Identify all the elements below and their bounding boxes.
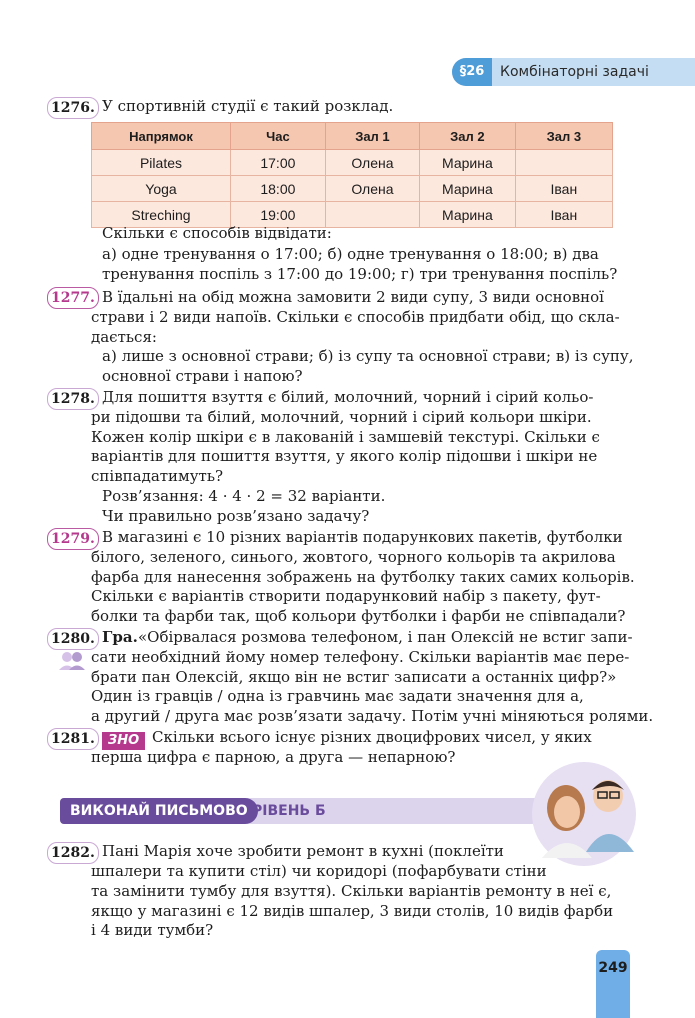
text-line: варіантів для пошиття взуття, у якого колір підошви і шкіри не	[91, 447, 598, 465]
table-row	[92, 176, 613, 202]
column-header: Зал 2	[420, 123, 516, 150]
exercise-number-1281: 1281.	[47, 728, 99, 750]
text-line: шпалери та купити стіл) чи коридорі (пофарбувати стіни	[91, 862, 547, 880]
text-line: фарба для нанесення зображень на футболку таких самих кольорів.	[91, 568, 635, 586]
students-illustration	[522, 760, 647, 868]
text-line: брати пан Олексій, якщо він не встиг записати a останніх цифр?»	[91, 668, 617, 686]
table-row	[92, 150, 613, 176]
text-line: перша цифра є парною, а друга — непарною?	[91, 748, 456, 766]
text-line: та замінити тумбу для взуття). Скільки варіантів ремонту в неї є,	[91, 882, 612, 900]
column-header: Напрямок	[92, 123, 231, 150]
table-cell: Streching	[92, 202, 231, 228]
text-line: В магазині є 10 різних варіантів подарункових пакетів, футболки	[102, 528, 623, 546]
table-cell: 17:00	[230, 150, 325, 176]
text-line: страви і 2 види напоїв. Скільки є способів придбати обід, що скла-	[91, 308, 620, 326]
zno-badge: ЗНО	[102, 732, 145, 750]
exercise-number-1278: 1278.	[47, 388, 99, 410]
text-line: Для пошиття взуття є білий, молочний, чорний і сірий кольо-	[102, 388, 594, 406]
table-cell: Олена	[325, 150, 419, 176]
exercise-number-1277: 1277.	[47, 287, 99, 309]
column-header: Час	[230, 123, 325, 150]
table-cell: Марина	[420, 150, 516, 176]
exercise-number-1280: 1280.	[47, 628, 99, 650]
section-title: Комбінаторні задачі	[500, 64, 649, 80]
table-cell: 18:00	[230, 176, 325, 202]
text-line: Пані Марія хоче зробити ремонт в кухні (поклеїти	[102, 842, 504, 860]
game-label: Гра.	[102, 628, 138, 646]
text-line: ри підошви та білий, молочний, чорний і сірий кольори шкіри.	[91, 408, 592, 426]
solution-line: Розв’язання: 4 · 4 · 2 = 32 варіанти.	[102, 487, 386, 505]
text-line: «Обірвалася розмова телефоном, і пан Олексій не встиг запи-	[138, 628, 633, 646]
page-number: 249	[596, 950, 630, 1018]
text-line: білого, зеленого, синього, жовтого, чорного кольорів та акрилова	[91, 548, 616, 566]
exercise-number-1279: 1279.	[47, 528, 99, 550]
text-line: і 4 види тумби?	[91, 921, 214, 939]
text-line: Скільки всього існує різних двоцифрових чисел, у яких	[152, 728, 592, 746]
exercise-number-1276: 1276.	[47, 97, 99, 119]
text-line: болки та фарби так, щоб кольори футболки і фарби не співпадали?	[91, 607, 626, 625]
table-cell: Олена	[325, 176, 419, 202]
level-label: РІВЕНЬ Б	[252, 803, 326, 819]
text-line: а) лише з основної страви; б) із супу та основної страви; в) із супу,	[102, 347, 634, 365]
table-cell: Марина	[420, 202, 516, 228]
table-cell: Іван	[515, 176, 612, 202]
table-cell: 19:00	[230, 202, 325, 228]
text-line: Скільки є способів відвідати:	[102, 224, 332, 242]
text-line: якщо у магазині є 12 видів шпалер, 3 види столів, 10 видів фарби	[91, 902, 614, 920]
text-line: Скільки є варіантів створити подарунковий набір з пакету, фут-	[91, 587, 601, 605]
text-line: Чи правильно розв’язано задачу?	[102, 507, 370, 525]
text-line: співпадатимуть?	[91, 467, 224, 485]
table-cell: Pilates	[92, 150, 231, 176]
text-line: Один із гравців / одна із гравчинь має задати значення для a,	[91, 687, 584, 705]
schedule-table	[91, 122, 613, 228]
text-line: В їдальні на обід можна замовити 2 види супу, 3 види основної	[102, 288, 604, 306]
table-cell: Іван	[515, 202, 612, 228]
text-line: тренування поспіль з 17:00 до 19:00; г) три тренування поспіль?	[102, 265, 618, 283]
text-line: дається:	[91, 328, 157, 346]
game-players-icon	[57, 650, 87, 672]
text-line: сати необхідний йому номер телефону. Скільки варіантів має пере-	[91, 648, 630, 666]
table-header-row	[92, 123, 613, 150]
text-line: а другий / друга має розв’язати задачу. Потім учні міняються ролями.	[91, 707, 654, 725]
table-cell: Yoga	[92, 176, 231, 202]
text-line: Кожен колір шкіри є в лакованій і замшевій текстурі. Скільки є	[91, 428, 600, 446]
table-cell	[325, 202, 419, 228]
exercise-number-1282: 1282.	[47, 842, 99, 864]
level-section-bar	[60, 798, 540, 824]
section-header	[452, 58, 695, 86]
table-cell: Марина	[420, 176, 516, 202]
text-line: основної страви і напою?	[102, 367, 303, 385]
column-header: Зал 3	[515, 123, 612, 150]
text-line: а) одне тренування о 17:00; б) одне тренування о 18:00; в) два	[102, 245, 599, 263]
exercise-1276-intro: У спортивній студії є такий розклад.	[102, 97, 394, 115]
table-cell	[515, 150, 612, 176]
paragraph-number: §26	[452, 58, 492, 86]
column-header: Зал 1	[325, 123, 419, 150]
write-task-label: ВИКОНАЙ ПИСЬМОВО	[60, 798, 258, 824]
